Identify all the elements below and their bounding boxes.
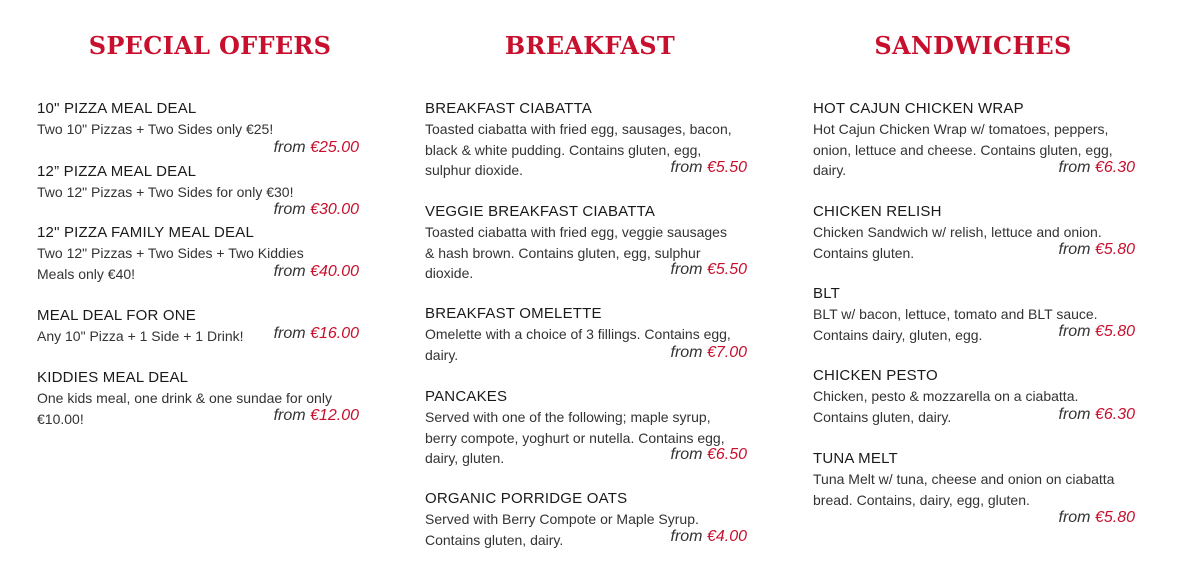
price-amount: €6.50: [706, 446, 747, 463]
price-prefix: from: [1058, 159, 1091, 176]
item-price: [274, 324, 359, 344]
item-price: [1059, 322, 1136, 342]
price-prefix: from: [1058, 406, 1091, 423]
item-price: [1059, 508, 1136, 528]
price-amount: €4.00: [706, 528, 747, 545]
item-title: TUNA MELT: [813, 450, 898, 467]
section-heading: SPECIAL OFFERS: [88, 31, 332, 60]
price-prefix: from: [273, 325, 306, 342]
item-description: BLT w/ bacon, lettuce, tomato and BLT sauce. Contains dairy, gluten, egg.: [813, 306, 1098, 343]
menu-item: [813, 284, 1135, 345]
price-prefix: from: [670, 528, 703, 545]
item-price: [274, 262, 359, 282]
item-title: VEGGIE BREAKFAST CIABATTA: [425, 203, 656, 220]
price-amount: €12.00: [310, 407, 359, 424]
menu-item: [425, 99, 747, 181]
price-amount: €40.00: [310, 263, 359, 280]
item-title: HOT CAJUN CHICKEN WRAP: [813, 100, 1024, 117]
price-amount: €5.50: [706, 261, 747, 278]
item-title: 12" PIZZA FAMILY MEAL DEAL: [37, 224, 254, 241]
item-description: Two 12" Pizzas + Two Sides for only €30!: [37, 184, 294, 200]
menu-column-sandwiches: [813, 0, 1143, 583]
item-title: MEAL DEAL FOR ONE: [37, 307, 196, 324]
item-title: CHICKEN RELISH: [813, 203, 942, 220]
price-amount: €5.80: [1094, 323, 1135, 340]
price-amount: €30.00: [310, 201, 359, 218]
price-prefix: from: [670, 344, 703, 361]
menu-column-breakfast: [425, 0, 755, 583]
item-description: Served with one of the following; maple syrup, berry compote, yoghurt or nutella. Contains egg, dairy, gluten.: [425, 409, 725, 466]
menu-column-special-offers: [37, 0, 367, 583]
price-prefix: from: [273, 139, 306, 156]
price-amount: €7.00: [706, 344, 747, 361]
item-title: 12” PIZZA MEAL DEAL: [37, 163, 197, 180]
menu-item: [37, 162, 359, 218]
item-title: 10" PIZZA MEAL DEAL: [37, 100, 197, 117]
price-amount: €25.00: [310, 139, 359, 156]
price-prefix: from: [670, 446, 703, 463]
price-amount: €5.80: [1094, 241, 1135, 258]
item-title: BREAKFAST OMELETTE: [425, 305, 602, 322]
price-prefix: from: [1058, 323, 1091, 340]
item-description: Toasted ciabatta with fried egg, sausages, bacon, black & white pudding. Contains gluten, egg, sulphur dioxide.: [425, 121, 732, 178]
item-title: ORGANIC PORRIDGE OATS: [425, 490, 628, 507]
item-description: Omelette with a choice of 3 fillings. Contains egg, dairy.: [425, 326, 731, 363]
price-prefix: from: [273, 407, 306, 424]
item-price: [1059, 158, 1136, 178]
price-prefix: from: [273, 201, 306, 218]
item-title: BLT: [813, 285, 840, 302]
item-price: [274, 406, 359, 426]
menu-item: [813, 366, 1135, 427]
menu-item: [37, 368, 359, 429]
item-description: Two 10" Pizzas + Two Sides only €25!: [37, 121, 274, 137]
item-title: BREAKFAST CIABATTA: [425, 100, 592, 117]
item-price: [274, 200, 359, 220]
item-price: [671, 445, 748, 465]
menu-item: [425, 489, 747, 550]
item-description: Tuna Melt w/ tuna, cheese and onion on ciabatta bread. Contains, dairy, egg, gluten.: [813, 471, 1115, 508]
item-price: [671, 158, 748, 178]
item-price: [671, 260, 748, 280]
item-description: Hot Cajun Chicken Wrap w/ tomatoes, peppers, onion, lettuce and cheese. Contains gluten, egg, dairy.: [813, 121, 1113, 178]
item-title: CHICKEN PESTO: [813, 367, 938, 384]
price-prefix: from: [670, 159, 703, 176]
item-price: [671, 343, 748, 363]
menu-item: [37, 99, 359, 156]
item-description: Any 10" Pizza + 1 Side + 1 Drink!: [37, 328, 244, 344]
menu-item: [813, 449, 1135, 526]
menu-item: [37, 306, 359, 347]
price-prefix: from: [670, 261, 703, 278]
item-price: [1059, 405, 1136, 425]
item-title: PANCAKES: [425, 388, 508, 405]
section-heading: SANDWICHES: [874, 31, 1072, 60]
section-heading: BREAKFAST: [504, 31, 676, 60]
item-price: [274, 138, 359, 158]
price-amount: €6.30: [1094, 159, 1135, 176]
price-prefix: from: [1058, 241, 1091, 258]
menu-item: [813, 202, 1135, 263]
item-description: Two 12" Pizzas + Two Sides + Two Kiddies Meals only €40!: [37, 245, 304, 282]
menu-item: [37, 223, 359, 284]
price-prefix: from: [273, 263, 306, 280]
item-description: Chicken Sandwich w/ relish, lettuce and onion. Contains gluten.: [813, 224, 1102, 261]
price-prefix: from: [1058, 509, 1091, 526]
item-price: [1059, 240, 1136, 260]
price-amount: €5.50: [706, 159, 747, 176]
price-amount: €16.00: [310, 325, 359, 342]
item-price: [671, 527, 748, 547]
menu-item: [425, 202, 747, 284]
price-amount: €6.30: [1094, 406, 1135, 423]
item-description: Toasted ciabatta with fried egg, veggie sausages & hash brown. Contains gluten, egg, sulphur dioxide.: [425, 224, 727, 281]
price-amount: €5.80: [1094, 509, 1135, 526]
item-title: KIDDIES MEAL DEAL: [37, 369, 189, 386]
menu-item: [813, 99, 1135, 181]
item-description: Served with Berry Compote or Maple Syrup. Contains gluten, dairy.: [425, 511, 699, 548]
item-description: One kids meal, one drink & one sundae for only €10.00!: [37, 390, 332, 427]
menu-item: [425, 304, 747, 365]
menu-item: [425, 387, 747, 469]
item-description: Chicken, pesto & mozzarella on a ciabatta. Contains gluten, dairy.: [813, 388, 1079, 425]
